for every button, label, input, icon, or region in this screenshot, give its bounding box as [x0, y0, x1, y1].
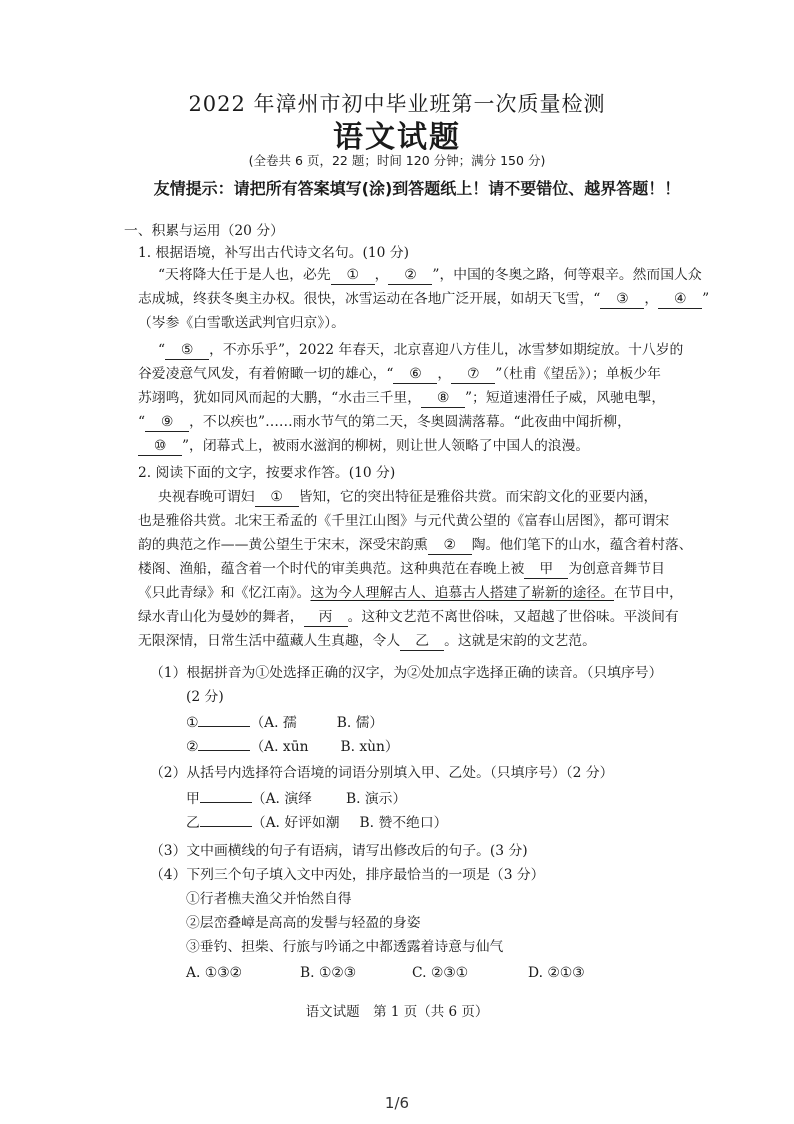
- friendly-notice: 友情提示：请把所有答案填写(涂)到答题纸上！请不要错位、越界答题！！: [153, 179, 681, 198]
- text: 。这就是宋韵的文艺范。: [444, 633, 596, 649]
- text: 乙: [186, 815, 200, 831]
- exam-info: (全卷共 6 页，22 题；时间 120 分钟；满分 150 分): [248, 153, 546, 168]
- page-number: 1/6: [384, 1094, 410, 1112]
- subq-1-option-2: [186, 738, 756, 756]
- q2-para-4: [138, 560, 708, 579]
- text: 陶。他们笔下的山水，蕴含着村落、: [471, 537, 693, 553]
- q1-line-4: [158, 341, 728, 360]
- blank-p2: ②: [428, 536, 472, 555]
- blank-7: ⑦: [451, 365, 495, 384]
- text: （A. 演绎: [251, 791, 312, 807]
- text: ①: [186, 715, 199, 731]
- text: ，不以疾也”……雨水节气的第二天，冬奥圆满落幕。“此夜曲中闻折柳，: [189, 414, 631, 430]
- text: 韵的典范之作——黄公望生于宋末，深受宋韵熏: [138, 537, 428, 553]
- text: B. xùn）: [340, 739, 399, 755]
- text: “: [158, 342, 166, 358]
- text: （A. xūn: [250, 739, 309, 755]
- text: 谷爱凌意气风发，有着俯瞰一切的雄心，“: [138, 366, 394, 382]
- answer-blank[interactable]: [198, 726, 250, 727]
- text: 苏翊鸣，犹如同风而起的大鹏，“水击三千里，: [138, 390, 421, 406]
- blank-2: ②: [388, 266, 432, 285]
- blank-1: ①: [331, 266, 375, 285]
- text: ”；短道速滑任子威，风驰电掣，: [465, 390, 666, 406]
- text: 楼阁、渔船，蕴含着一个时代的审美典范。这种典范在春晚上被: [138, 561, 525, 577]
- subq-3: （3）文中画横线的句子有语病，请写出修改后的句子。(3 分): [150, 843, 528, 859]
- q2-para-1: [158, 488, 728, 507]
- text: 无限深情，日常生活中蕴藏人生真趣，令人: [138, 633, 401, 649]
- q1-line-6: [138, 389, 708, 408]
- exam-title: 2022 年漳州市初中毕业班第一次质量检测: [188, 92, 606, 116]
- q2-stem: 2. 阅读下面的文字，按要求作答。(10 分): [138, 465, 396, 481]
- blank-8: ⑧: [421, 389, 465, 408]
- text: ”（杜甫《望岳》）；单板少年: [495, 366, 661, 382]
- text: 志成城，终获冬奥主办权。很快，冰雪运动在各地广泛开展，如胡天飞雪，“: [138, 291, 601, 307]
- q1-line-3: （岑参《白雪歌送武判官归京》）。: [138, 315, 345, 331]
- choice-c: C. ②③①: [412, 965, 468, 981]
- text: ②: [186, 739, 199, 755]
- subq-2-option-2: [186, 814, 756, 832]
- text: 绿水青山化为曼妙的舞者，: [138, 609, 304, 625]
- q1-line-7: [138, 413, 708, 432]
- text: 《只此青绿》和《忆江南》。: [138, 585, 311, 601]
- q1-line-1: “天将降大任于是人也，必先 ① ， ② ”，中国的冬奥之路，何等艰辛。然而国人众: [158, 267, 702, 283]
- blank-9: ⑨: [145, 413, 189, 432]
- blank-10: ⑩: [138, 437, 182, 456]
- text: 甲: [186, 791, 200, 807]
- blank-3: ③: [600, 290, 644, 309]
- q1-stem: 1. 根据语境，补写出古代诗文名句。(10 分): [138, 245, 410, 261]
- text: ，不亦乐乎”，2022 年春天，北京喜迎八方佳儿，冰雪梦如期绽放。十八岁的: [209, 342, 684, 358]
- text: （A. 好评如潮: [251, 815, 340, 831]
- q2-para-6: [138, 608, 708, 627]
- choice-d: D. ②①③: [528, 965, 585, 981]
- sentence-2: ②层峦叠嶂是高高的发髻与轻盈的身姿: [186, 915, 421, 931]
- text: （A. 孺: [250, 715, 297, 731]
- blank-5: ⑤: [165, 341, 209, 360]
- choice-a: A. ①③②: [186, 965, 242, 981]
- subq-1-option-1: [186, 714, 756, 732]
- q1-line-2: 志成城，终获冬奥主办权。很快，冰雪运动在各地广泛开展，如胡天飞雪，“ ③ ， ④ ”: [138, 291, 710, 307]
- text: B. 赞不绝口）: [359, 815, 448, 831]
- text: 。这种文艺范不离世俗味，又超越了世俗味。平淡间有: [347, 609, 679, 625]
- text: 在节目中，: [614, 585, 683, 601]
- text: “: [138, 414, 146, 430]
- text: 央视春晚可谓妇: [158, 489, 255, 505]
- text: ”，中国的冬奥之路，何等艰辛。然而国人众: [432, 267, 702, 283]
- blank-6: ⑥: [393, 365, 437, 384]
- q1-line-8: [138, 437, 708, 456]
- choice-b: B. ①②③: [300, 965, 357, 981]
- subq-2: （2）从括号内选择符合语境的词语分别填入甲、乙处。（只填序号）（2 分）: [150, 765, 614, 781]
- text: ”: [702, 291, 710, 307]
- subject-title: 语文试题: [333, 120, 461, 155]
- underlined-sentence: 这为今人理解古人、追慕古人搭建了崭新的途径。: [310, 585, 614, 601]
- page-footer: 语文试题 第 1 页（共 6 页）: [305, 1004, 489, 1020]
- text: B. 儒）: [336, 715, 384, 731]
- text: “天将降大任于是人也，必先: [158, 267, 331, 283]
- blank-4: ④: [658, 290, 702, 309]
- blank-p1: ①: [255, 488, 299, 507]
- answer-blank[interactable]: [198, 750, 250, 751]
- text: 皆知，它的突出特征是雅俗共赏。而宋韵文化的亚要内涵，: [298, 489, 658, 505]
- q1-line-5: 谷爱凌意气风发，有着俯瞰一切的雄心，“ ⑥ ， ⑦ ”（杜甫《望岳》）；单板少年: [138, 366, 661, 382]
- blank-bing: 丙: [304, 608, 348, 627]
- subq-1-points: (2 分): [186, 689, 224, 705]
- q2-para-5: [138, 584, 708, 602]
- answer-blank[interactable]: [200, 802, 252, 803]
- subq-1: （1）根据拼音为①处选择正确的汉字，为②处加点字选择正确的读音。（只填序号）: [150, 665, 663, 681]
- q2-para-7: [138, 632, 708, 651]
- q2-para-2: 也是雅俗共赏。北宋王希孟的《千里江山图》与元代黄公望的《富春山居图》，都可谓宋: [138, 513, 670, 529]
- text: B. 演示）: [345, 791, 407, 807]
- subq-4: （4）下列三个句子填入文中丙处，排序最恰当的一项是（3 分）: [150, 867, 545, 883]
- blank-jia: 甲: [524, 560, 568, 579]
- answer-blank[interactable]: [200, 826, 252, 827]
- text: 为创意音舞节目: [568, 561, 665, 577]
- blank-yi: 乙: [400, 632, 444, 651]
- sentence-1: ①行者樵夫渔父并怡然自得: [186, 891, 352, 907]
- text: ”，闭幕式上，被雨水滋润的柳树，则让世人领略了中国人的浪漫。: [182, 438, 590, 454]
- subq-2-option-1: [186, 790, 756, 808]
- q2-para-3: [138, 536, 708, 555]
- section-heading: 一、积累与运用（20 分）: [124, 223, 284, 239]
- sentence-3: ③垂钓、担柴、行旅与吟诵之中都透露着诗意与仙气: [186, 939, 504, 955]
